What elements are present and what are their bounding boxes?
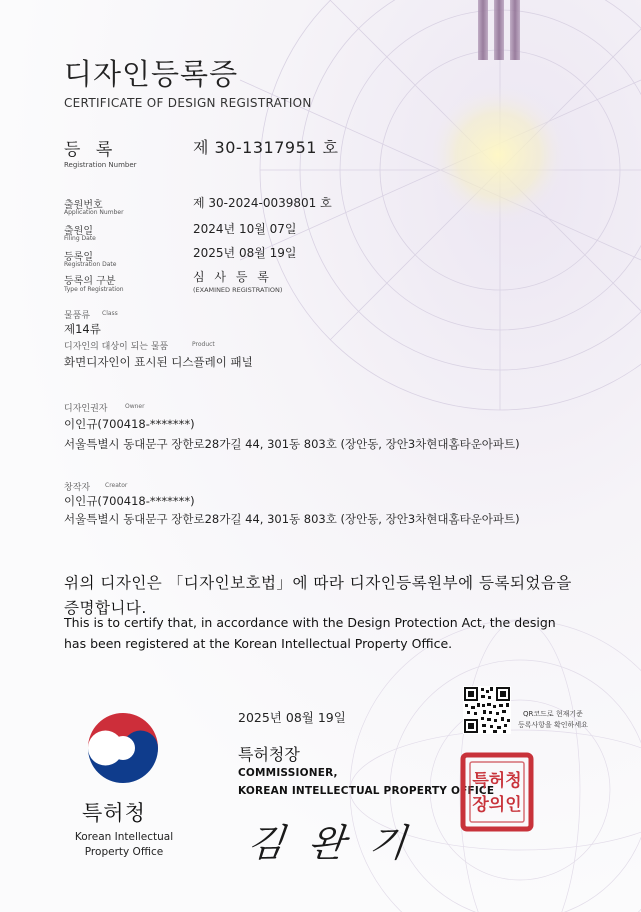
statement-en-line1: This is to certify that, in accordance with the Design Protection Act, the design	[64, 615, 556, 630]
statement-en-line2: has been registered at the Korean Intellectual Property Office.	[64, 636, 453, 651]
application-number-label-ko: 출원번호	[64, 200, 103, 211]
qr-note-line1: QR코드로 현재기준	[523, 710, 583, 718]
seal-text-top: 특허청	[472, 771, 522, 791]
application-number: 제 30-2024-0039801 호	[193, 196, 332, 210]
registration-type-en: (EXAMINED REGISTRATION)	[193, 286, 283, 294]
product-value: 화면디자인이 표시된 디스플레이 패널	[64, 355, 253, 369]
creator-label-ko: 창작자	[64, 483, 91, 493]
product-label-ko: 디자인의 대상이 되는 물품	[64, 342, 169, 352]
product-label-en: Product	[192, 341, 215, 348]
registration-label-ko: 등 록	[64, 140, 118, 160]
issue-date: 2025년 08월 19일	[238, 710, 346, 725]
registration-type-label-en: Type of Registration	[64, 286, 124, 293]
class-label-en: Class	[102, 310, 118, 317]
certificate-title-ko: 디자인등록증	[64, 57, 239, 91]
filing-date-label-en: Filing Date	[64, 235, 96, 242]
registration-label-en: Registration Number	[64, 161, 137, 169]
qr-note-line2: 등록사항을 확인하세요	[518, 721, 588, 729]
owner-address: 서울특별시 동대문구 장한로28가길 44, 301동 803호 (장안동, 장안3차현대홈타운아파트)	[64, 437, 520, 451]
class-label-ko: 물품류	[64, 311, 91, 321]
owner-name: 이인규(700418-*******)	[64, 417, 195, 431]
registration-date-label-ko: 등록일	[64, 252, 93, 263]
application-number-label-en: Application Number	[64, 209, 124, 216]
creator-label-en: Creator	[105, 482, 128, 489]
issuer-title-en-line1: COMMISSIONER,	[238, 767, 338, 779]
registration-type: 심 사 등 록	[193, 270, 272, 284]
qr-code[interactable]	[463, 686, 511, 734]
owner-label-en: Owner	[125, 403, 145, 410]
filing-date-label-ko: 출원일	[64, 226, 93, 237]
owner-label-ko: 디자인권자	[64, 404, 108, 414]
taegeuk-logo-icon	[86, 711, 160, 785]
registration-date-label-en: Registration Date	[64, 261, 117, 268]
issuer-title-en-line2: KOREAN INTELLECTUAL PROPERTY OFFICE	[238, 785, 495, 797]
registration-date: 2025년 08월 19일	[193, 246, 297, 260]
office-name-en: Korean Intellectual Property Office	[74, 831, 174, 858]
registration-number: 제 30-1317951 호	[193, 138, 339, 157]
registration-type-label-ko: 등록의 구분	[64, 276, 116, 287]
official-seal	[460, 752, 534, 832]
creator-name: 이인규(700418-*******)	[64, 494, 195, 508]
office-name-ko: 특허청	[82, 801, 146, 825]
filing-date: 2024년 10월 07일	[193, 222, 297, 236]
commissioner-signature: 김 완 기	[245, 821, 415, 865]
certificate-title-en: CERTIFICATE OF DESIGN REGISTRATION	[64, 96, 312, 110]
seal-text-bottom: 장의인	[472, 795, 522, 815]
statement-ko-line2: 증명합니다.	[64, 599, 147, 617]
creator-address: 서울특별시 동대문구 장한로28가길 44, 301동 803호 (장안동, 장안3차현대홈타운아파트)	[64, 512, 520, 526]
issuer-title-ko: 특허청장	[238, 745, 300, 764]
class-value: 제14류	[64, 322, 101, 336]
statement-ko-line1: 위의 디자인은 「디자인보호법」에 따라 디자인등록원부에 등록되었음을	[64, 574, 572, 592]
